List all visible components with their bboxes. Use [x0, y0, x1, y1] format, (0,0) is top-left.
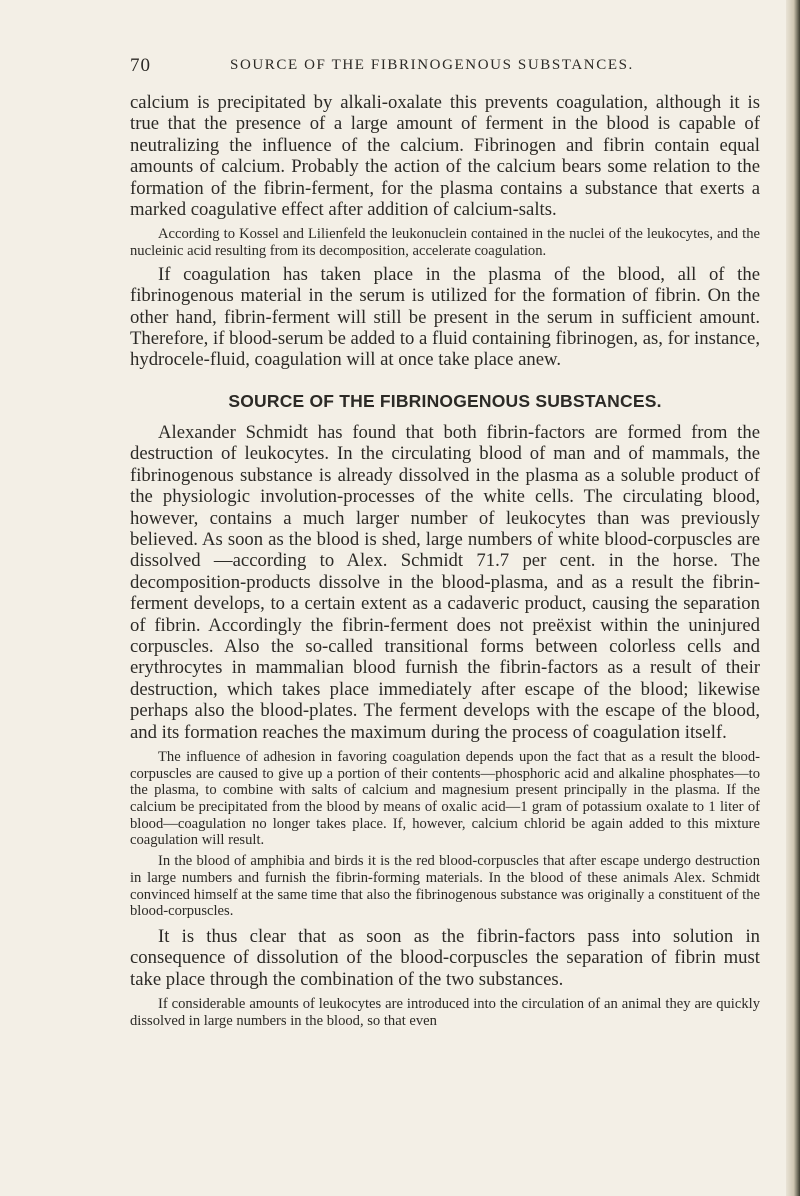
section-heading: SOURCE OF THE FIBRINOGENOUS SUBSTANCES.	[228, 390, 662, 411]
paragraph-coagulation-plasma: If coagulation has taken place in the plasma of the blood, all of the fibrinogenous material in the serum is utilized for the formation of fibrin. On the other hand, fibrin-ferment will still be present in the serum in sufficient amount. Therefore, if blood-serum be added to a fluid containing fibrinogen, as, for instance, hydrocele-fluid, coagulation will at once take place anew.	[130, 263, 760, 371]
note-amphibia-birds: In the blood of amphibia and birds it is the red blood-corpuscles that after escape undergo destruction in large numbers and furnish the fibrin-forming materials. In the blood of these animals Alex. Schmidt convinced himself at the same time that also the fibrinogenous substance was originally a constituent of the blood-corpuscles.	[130, 853, 760, 920]
note-kossel-lilienfeld: According to Kossel and Lilienfeld the leukonuclein contained in the nuclei of the leukocytes, and the nucleinic acid resulting from its decomposition, accelerate coagulation.	[130, 226, 760, 260]
page-body	[130, 92, 760, 1034]
paragraph-alexander-schmidt: Alexander Schmidt has found that both fibrin-factors are formed from the destruction of leukocytes. In the circulating blood of man and of mammals, the fibrinogenous substance is already dissolved in the plasma as a soluble product of the physiologic involution-processes of the white cells. The circulating blood, however, contains a much larger number of leukocytes than was previously believed. As soon as the blood is shed, large numbers of white blood-corpuscles are dissolved —according to Alex. Schmidt 71.7 per cent. in the horse. The decomposition-products dissolve in the blood-plasma, and as a result the fibrin-ferment develops, to a certain extent as a cadaveric product, causing the separation of fibrin. Accordingly the fibrin-ferment does not preëxist within the uninjured corpuscles. Also the so-called transitional forms between colorless cells and erythrocytes in mammalian blood furnish the fibrin-factors as a result of their destruction, which takes place immediately after escape of the blood; likewise perhaps also the blood-plates. The ferment develops with the escape of the blood, and its formation reaches the maximum during the process of coagulation itself.	[130, 421, 760, 743]
page-number: 70	[130, 55, 151, 76]
page-header	[130, 55, 760, 81]
paragraph-conclusion: It is thus clear that as soon as the fibrin-factors pass into solution in consequence of dissolution of the blood-corpuscles the separation of fibrin must take place through the combination of the two substances.	[130, 926, 760, 990]
paragraph-calcium: calcium is precipitated by alkali-oxalate this prevents coagulation, although it is true that the presence of a large amount of ferment in the blood is capable of neutralizing the influence of the calcium. Fibrinogen and fibrin contain equal amounts of calcium. Probably the action of the calcium bears some relation to the formation of the fibrin-ferment, for the plasma contains a substance that exerts a marked coagulative effect after addition of calcium-salts.	[130, 92, 760, 221]
note-leukocytes-circulation: If considerable amounts of leukocytes are introduced into the circulation of an animal they are quickly dissolved in large numbers in the blood, so that even	[130, 996, 760, 1029]
note-adhesion: The influence of adhesion in favoring coagulation depends upon the fact that as a result the blood-corpuscles are caused to give up a portion of their contents—phosphoric acid and alkaline phosphates—to the plasma, to combine with salts of calcium and magnesium present principally in the plasma. If the calcium be precipitated from the blood by means of oxalic acid—1 gram of potassium oxalate to 1 liter of blood—coagulation no longer takes place. If, however, calcium chlorid be again added to this mixture coagulation will result.	[130, 748, 760, 849]
page-edge	[786, 0, 800, 1196]
running-title: SOURCE OF THE FIBRINOGENOUS SUBSTANCES.	[230, 57, 634, 73]
